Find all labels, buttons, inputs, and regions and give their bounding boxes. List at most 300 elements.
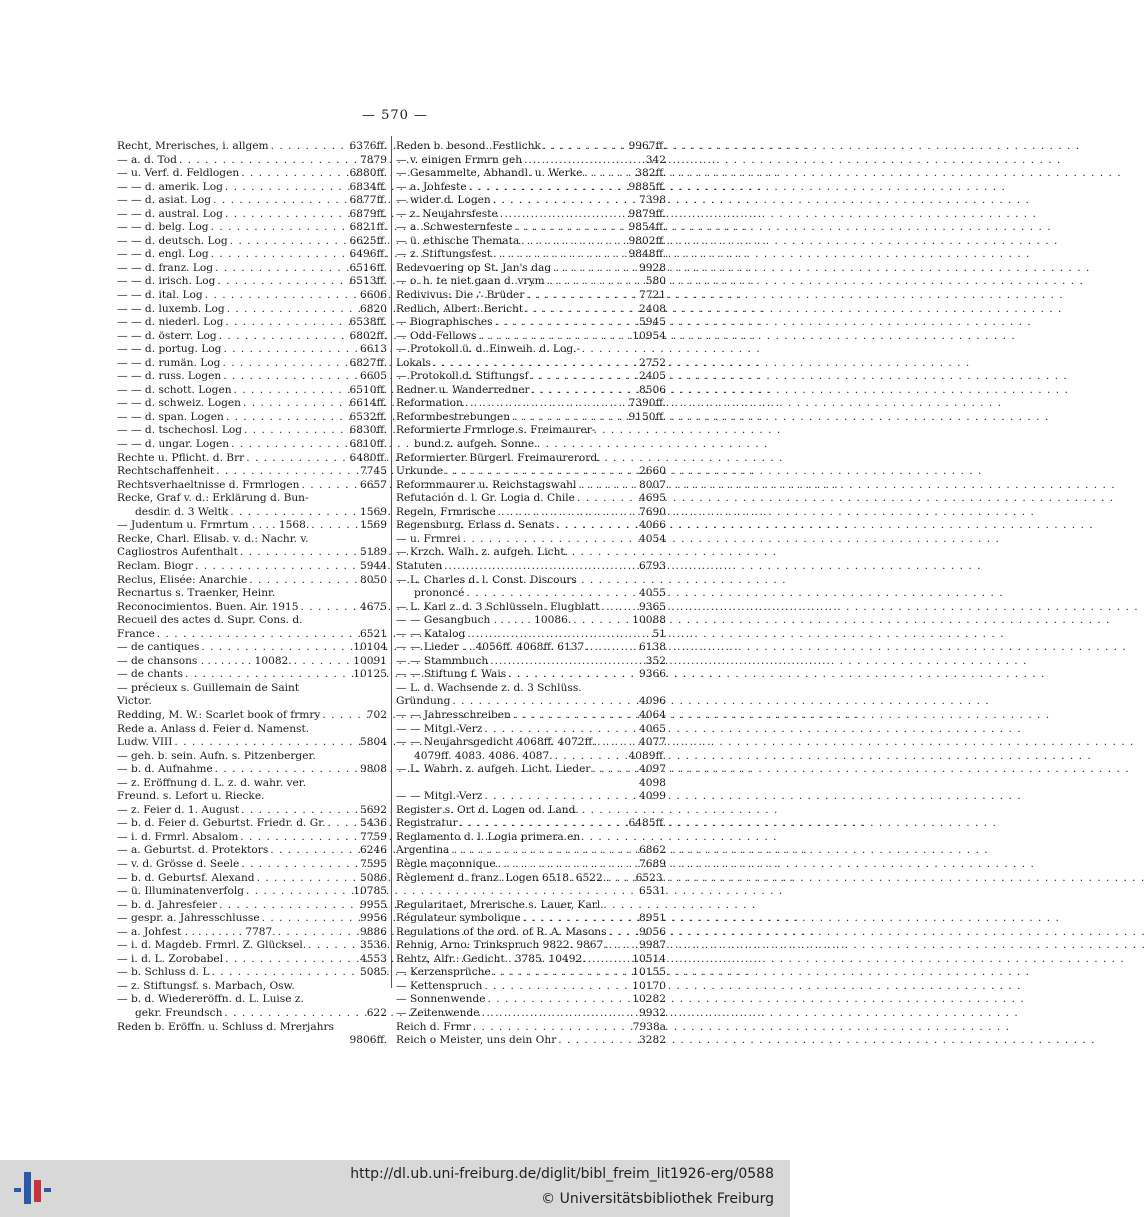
index-entry <box>117 479 387 493</box>
entry-reference: 10954 <box>632 329 666 342</box>
index-entry <box>117 560 387 574</box>
entry-term: Reglamento d. l. Logia primera en <box>396 830 581 843</box>
index-entry <box>396 790 666 804</box>
entry-term: — b. d. Geburtsf. Alexand <box>117 871 255 884</box>
entry-term: — Judentum u. Frmrtum . . . . 1568. <box>117 519 310 532</box>
entry-reference: 6830ff. <box>349 424 387 437</box>
entry-reference: 10125 <box>353 668 387 681</box>
index-entry <box>396 397 666 411</box>
entry-term: — a. Johfeste <box>396 180 467 193</box>
entry-leader-dots <box>555 750 627 764</box>
entry-reference: 6510ff. <box>349 383 387 396</box>
entry-term: — — Stiftung f. Wais <box>396 668 507 681</box>
index-entry <box>396 343 666 357</box>
entry-term: Recke, Charl. Elisab. v. d.: Nachr. v. <box>117 532 309 545</box>
entry-term: — Kerzensprüche <box>396 966 491 979</box>
entry-reference: 10091 <box>353 654 387 667</box>
entry-term: Reformierte Frmrloge s. Freimaurer- <box>396 424 596 437</box>
index-entry <box>117 844 387 858</box>
entry-leader-dots <box>241 804 358 818</box>
entry-reference: 9886 <box>360 925 387 938</box>
entry-leader-dots <box>301 479 358 493</box>
entry-leader-dots <box>493 194 637 208</box>
entry-term: — ü. ethische Themata <box>396 234 520 247</box>
entry-term: — — Mitgl.-Verz <box>396 722 483 735</box>
entry-term: desdir. d. 3 Weltk <box>135 505 229 518</box>
entry-leader-dots <box>223 370 358 384</box>
entry-leader-dots <box>609 926 637 940</box>
index-entry <box>396 574 666 588</box>
entry-leader-dots <box>224 1007 364 1021</box>
entry-reference: 6821ff. <box>349 221 387 234</box>
entry-reference: 5692 <box>360 803 387 816</box>
index-entry <box>117 926 387 940</box>
entry-leader-dots <box>270 844 358 858</box>
entry-reference: 10785 <box>353 885 387 898</box>
entry-leader-dots <box>588 953 631 967</box>
entry-term: — — d. luxemb. Log <box>117 302 225 315</box>
entry-leader-dots <box>553 262 637 276</box>
index-entry <box>117 506 387 520</box>
entry-reference: 7938a <box>632 1020 666 1033</box>
entry-reference: 9955 <box>360 898 387 911</box>
index-entry <box>117 546 387 560</box>
entry-leader-dots <box>240 546 358 560</box>
entry-leader-dots <box>469 181 627 195</box>
entry-reference: 6827ff. <box>349 356 387 369</box>
index-entry <box>117 519 387 533</box>
entry-term: Urkunde <box>396 465 444 478</box>
entry-reference: 9808 <box>360 763 387 776</box>
entry-reference: 5436 <box>360 817 387 830</box>
entry-term: — — d. austral. Log <box>117 207 223 220</box>
entry-reference: 9366 <box>639 668 666 681</box>
index-entry <box>396 479 666 493</box>
entry-leader-dots <box>508 668 637 682</box>
entry-term: — Zeitenwende <box>396 1007 480 1019</box>
index-entry <box>117 574 387 588</box>
entry-reference: 6820 <box>360 302 387 315</box>
entry-leader-dots <box>577 492 637 506</box>
footer-url-link[interactable]: http://dl.ub.uni-freiburg.de/diglit/bibl_freim_lit1926-erg/0588 <box>350 1166 774 1182</box>
entry-term: — — Jahresschreiben <box>396 708 511 721</box>
entry-leader-dots <box>226 411 348 425</box>
index-entry <box>117 289 387 303</box>
entry-leader-dots <box>500 208 627 222</box>
entry-leader-dots <box>230 235 348 249</box>
entry-term: — i. d. Magdeb. Frmrl. Z. Glücksel. <box>117 939 307 952</box>
entry-term: — z. Neujahrsfeste <box>396 207 498 220</box>
entry-reference: 7398 <box>639 194 666 207</box>
entry-term: Recht, Mrerisches, i. allgem <box>117 140 269 152</box>
entry-term: Ludw. VIII <box>117 736 173 749</box>
entry-reference: 9806ff. <box>349 1034 387 1047</box>
entry-leader-dots <box>547 275 644 289</box>
entry-reference: 9802ff. <box>628 234 666 247</box>
entry-term: Recnartus s. Traenker, Heinr. <box>117 587 276 600</box>
index-entry <box>117 682 387 696</box>
index-entry <box>396 993 666 1007</box>
index-entry <box>396 194 666 208</box>
entry-term: France <box>117 627 155 640</box>
entry-reference: 6834ff. <box>349 180 387 193</box>
entry-term: — — d. portug. Log <box>117 343 222 356</box>
entry-leader-dots <box>573 614 630 628</box>
entry-leader-dots <box>157 628 358 642</box>
entry-term: — Kettenspruch <box>396 979 483 992</box>
column-divider <box>391 136 392 988</box>
entry-reference: 6880ff. <box>349 167 387 180</box>
index-entry <box>396 1007 666 1021</box>
index-entry <box>117 872 387 886</box>
entry-leader-dots <box>231 438 347 452</box>
entry-leader-dots <box>473 1021 631 1035</box>
entry-leader-dots <box>578 479 637 493</box>
entry-leader-dots <box>445 465 637 479</box>
index-entry <box>396 140 666 154</box>
entry-reference: 3282 <box>639 1034 666 1047</box>
entry-term: Régulateur symbolique <box>396 912 521 925</box>
entry-leader-dots <box>513 709 637 723</box>
entry-reference: 4064 <box>639 708 666 721</box>
entry-term: — L. d. Wachsende z. d. 3 Schlüss. <box>396 681 582 694</box>
entry-term: — de cantiques <box>117 641 200 654</box>
index-entry <box>117 885 387 899</box>
entry-reference: 7690 <box>639 505 666 518</box>
entry-term: — — d. russ. Logen <box>117 370 222 383</box>
entry-reference: 9879ff. <box>628 207 666 220</box>
index-entry <box>396 424 666 438</box>
entry-leader-dots <box>444 560 637 574</box>
entry-term: — — d. rumän. Log <box>117 356 221 369</box>
entry-term: — — Neujahrsgedicht 4068ff. 4072ff. <box>396 736 596 749</box>
entry-reference: 2405 <box>639 370 666 383</box>
entry-term: Rechtsverhaeltnisse d. Frmrlogen <box>117 478 300 491</box>
entry-reference: 4066 <box>639 519 666 532</box>
index-entry <box>396 885 666 899</box>
entry-term: — v. einigen Frmrn geh <box>396 153 523 166</box>
entry-leader-dots <box>195 560 358 574</box>
entry-reference: 352 <box>645 654 666 667</box>
entry-term: — b. d. Feier d. Geburtst. Friedr. d. Gr. <box>117 817 326 830</box>
entry-reference: 622 <box>366 1007 387 1019</box>
index-entry <box>117 275 387 289</box>
entry-leader-dots <box>495 316 637 330</box>
entry-reference: 4089ff. <box>628 749 666 762</box>
index-entry <box>396 804 666 818</box>
entry-term: — L. Charles d. l. Const. Discours <box>396 573 577 586</box>
entry-leader-dots <box>512 411 626 425</box>
index-entry <box>117 452 387 466</box>
entry-reference: 4055 <box>639 587 666 600</box>
entry-term: Redevoering op St. Jan's dag <box>396 261 552 274</box>
index-entry <box>396 506 666 520</box>
entry-term: — Odd-Fellows <box>396 329 477 342</box>
entry-term: — Protokoll ü. d. Einweih. d. Log.- <box>396 343 581 356</box>
entry-term: — — Lieder . . 4056ff. 4068ff. 6137. <box>396 641 588 654</box>
entry-term: Reden b. besond. Festlichk <box>396 140 541 152</box>
entry-term: — Gesammelte, Abhandl. u. Werke <box>396 167 583 180</box>
entry-reference: 8506 <box>639 383 666 396</box>
index-entry <box>117 330 387 344</box>
entry-reference: 10514 <box>632 952 666 965</box>
entry-leader-dots <box>466 587 637 601</box>
entry-leader-dots <box>278 926 358 940</box>
entry-leader-dots <box>531 370 638 384</box>
index-entry <box>117 492 387 506</box>
entry-term: Lokals <box>396 356 431 369</box>
entry-term: — — d. österr. Log <box>117 329 217 342</box>
entry-leader-dots <box>300 601 358 615</box>
entry-reference: 2752 <box>639 356 666 369</box>
index-entry <box>396 817 666 831</box>
entry-leader-dots <box>174 736 358 750</box>
entry-term: Redlich, Albert: Bericht <box>396 302 524 315</box>
entry-reference: 6614ff. <box>349 397 387 410</box>
index-entry <box>396 289 666 303</box>
entry-leader-dots <box>225 316 347 330</box>
footer-copyright: © Universitätsbibliothek Freiburg <box>541 1191 774 1207</box>
index-entry <box>117 1021 387 1035</box>
entry-reference: 342 <box>645 153 666 166</box>
entry-term: Recueil des actes d. Supr. Cons. d. <box>117 614 303 627</box>
index-entry <box>117 899 387 913</box>
entry-leader-dots <box>609 939 637 953</box>
entry-term: Reformierter Bürgerl. Freimaurerord. <box>396 451 601 464</box>
entry-term: Reformbestrebungen <box>396 410 511 423</box>
entry-term: Rehtz, Alfr.: Gedicht . 3785. 10492. <box>396 952 586 965</box>
entry-term: — — d. ungar. Logen <box>117 438 230 451</box>
entry-leader-dots <box>201 641 351 655</box>
index-entry <box>117 777 387 791</box>
index-entry <box>117 750 387 764</box>
index-entry <box>117 953 387 967</box>
entry-term: Redding, M. W.: Scarlet book of frmry <box>117 708 321 721</box>
entry-term: — précieux s. Guillemain de Saint <box>117 681 300 694</box>
entry-term: — — Gesangbuch . . . . . . 10086. <box>396 614 572 627</box>
entry-leader-dots <box>498 858 637 872</box>
entry-term: — u. Verf. d. Feldlogen <box>117 167 240 180</box>
entry-term: Reconocimientos. Buen. Air. 1915 <box>117 600 299 613</box>
entry-reference: 9932 <box>639 1007 666 1019</box>
entry-reference: 9056 <box>639 925 666 938</box>
index-entry <box>396 167 666 181</box>
footer-bar <box>0 1160 790 1217</box>
entry-leader-dots <box>592 763 637 777</box>
entry-leader-dots <box>225 953 358 967</box>
index-entry <box>117 614 387 628</box>
entry-term: — a. Johfest . . . . . . . . . 7787. <box>117 925 276 938</box>
entry-reference: 4096 <box>639 695 666 708</box>
index-entry <box>396 750 666 764</box>
index-entry <box>117 628 387 642</box>
entry-reference: 7879 <box>360 153 387 166</box>
index-entry <box>396 939 666 953</box>
index-entry <box>396 1021 666 1035</box>
entry-leader-dots <box>257 872 358 886</box>
entry-leader-dots <box>294 655 352 669</box>
entry-term: — v. d. Grösse d. Seele <box>117 857 240 870</box>
entry-leader-dots <box>227 303 358 317</box>
entry-term: — Krzch. Walh. z. aufgeh. Licht. <box>396 546 569 559</box>
entry-leader-dots <box>211 248 348 262</box>
entry-term: Reformmaurer u. Reichstagswahl <box>396 478 577 491</box>
entry-reference: 9848ff. <box>628 248 666 261</box>
entry-reference: 6877ff. <box>349 194 387 207</box>
entry-leader-dots <box>215 763 358 777</box>
index-entry <box>396 926 666 940</box>
index-entry <box>396 492 666 506</box>
entry-reference: 3536 <box>360 939 387 952</box>
entry-term: Reclam. Biogr <box>117 559 194 572</box>
entry-term: — — d. irisch. Log <box>117 275 216 288</box>
entry-term: — z. Feier d. 1. August <box>117 803 240 816</box>
entry-term: gekr. Freundsch <box>135 1007 223 1019</box>
entry-term: — — d. franz. Log <box>117 261 214 274</box>
index-entry <box>117 1007 387 1021</box>
entry-term: — — d. engl. Log <box>117 248 209 261</box>
entry-term: — L. Wahrh. z. aufgeh. Licht. Lieder <box>396 763 591 776</box>
entry-leader-dots <box>179 154 358 168</box>
index-entry <box>396 519 666 533</box>
entry-leader-dots <box>240 831 358 845</box>
index-entry <box>117 167 387 181</box>
entry-leader-dots <box>521 235 626 249</box>
entry-term: — a. Geburtst. d. Protektors <box>117 844 269 857</box>
entry-reference: 4098 <box>639 776 666 789</box>
entry-term: Recke, Graf v. d.: Erklärung d. Bun- <box>117 492 309 505</box>
entry-leader-dots <box>241 858 358 872</box>
entry-reference: 4065 <box>639 722 666 735</box>
index-entry <box>396 668 666 682</box>
entry-reference: 9885ff. <box>628 180 666 193</box>
index-entry <box>396 723 666 737</box>
entry-term: — z. Stiftungsfest <box>396 248 492 261</box>
entry-term: — — d. schweiz. Logen <box>117 397 241 410</box>
entry-leader-dots <box>212 966 359 980</box>
index-entry <box>396 384 666 398</box>
index-entry <box>396 370 666 384</box>
entry-reference: 6523. <box>635 871 666 884</box>
entry-leader-dots <box>262 912 358 926</box>
entry-term: — — Stammbuch <box>396 654 489 667</box>
index-entry <box>396 858 666 872</box>
entry-leader-dots <box>244 424 347 438</box>
entry-leader-dots <box>584 167 633 181</box>
entry-term: 4079ff. 4083. 4086. 4087. <box>414 749 553 762</box>
index-entry <box>117 709 387 723</box>
index-entry <box>117 668 387 682</box>
entry-leader-dots <box>243 397 348 411</box>
entry-term: prononcé <box>414 587 465 600</box>
entry-leader-dots <box>219 899 358 913</box>
entry-reference: 8951 <box>639 912 666 925</box>
library-logo-icon <box>12 1168 52 1208</box>
entry-leader-dots <box>467 628 650 642</box>
entry-term: Reclus, Elisée: Anarchie <box>117 573 248 586</box>
index-entry <box>396 777 666 791</box>
entry-term: Regensburg. Erlass d. Senats <box>396 519 555 532</box>
index-entry <box>117 695 387 709</box>
entry-reference: 6516ff. <box>349 261 387 274</box>
entry-leader-dots <box>452 695 637 709</box>
index-entry <box>396 709 666 723</box>
index-entry <box>396 330 666 344</box>
entry-term: Register s. Ort d. Logen od. Land. <box>396 803 579 816</box>
index-entry <box>396 275 666 289</box>
index-entry <box>117 221 387 235</box>
entry-term: — wider d. Logen <box>396 194 491 207</box>
entry-leader-dots <box>230 506 358 520</box>
index-entry <box>396 831 666 845</box>
entry-leader-dots <box>246 452 347 466</box>
entry-reference: 6879ff. <box>349 207 387 220</box>
entry-leader-dots <box>601 601 637 615</box>
entry-term: Cagliostros Aufenthalt <box>117 546 238 559</box>
entry-leader-dots <box>271 140 348 154</box>
entry-term: Reich o Meister, uns dein Ohr <box>396 1034 557 1047</box>
index-entry <box>396 966 666 980</box>
entry-reference: 8050 <box>360 573 387 586</box>
entry-reference: 10155 <box>632 966 666 979</box>
index-entry <box>117 533 387 547</box>
index-entry <box>396 438 666 452</box>
entry-term: — b. Schluss d. L <box>117 966 210 979</box>
index-entry <box>396 628 666 642</box>
index-entry <box>396 357 666 371</box>
entry-term: Rede a. Anlass d. Feier d. Namenst. <box>117 722 310 735</box>
entry-leader-dots <box>223 343 358 357</box>
index-entry <box>396 899 666 913</box>
entry-reference: 10104 <box>353 641 387 654</box>
index-entry <box>396 655 666 669</box>
entry-term: — — d. belg. Log <box>117 221 209 234</box>
entry-reference: 9365 <box>639 600 666 613</box>
entry-term: — L. Karl z. d. 3 Schlüsseln. Flugblatt <box>396 600 600 613</box>
index-entry <box>117 316 387 330</box>
entry-term: — Sonnenwende <box>396 993 486 1006</box>
entry-leader-dots <box>225 208 348 222</box>
entry-leader-dots <box>556 519 637 533</box>
entry-leader-dots <box>479 330 631 344</box>
index-column-right <box>396 140 666 1048</box>
entry-reference: 6496ff. <box>349 248 387 261</box>
entry-leader-dots <box>525 303 637 317</box>
entry-leader-dots <box>484 723 637 737</box>
entry-reference: 51 <box>652 627 666 640</box>
entry-term: — — d. schott. Logen <box>117 383 232 396</box>
entry-reference: 6513ff. <box>349 275 387 288</box>
entry-term: Regulations of the ord. of R. A. Masons <box>396 925 607 938</box>
entry-leader-dots <box>543 140 627 154</box>
entry-term: — — d. niederl. Log <box>117 316 224 329</box>
entry-term: Rechte u. Pflicht. d. Brr <box>117 451 245 464</box>
entry-reference: 7721 <box>639 289 666 302</box>
index-entry <box>117 601 387 615</box>
entry-leader-dots <box>460 817 627 831</box>
index-entry <box>117 763 387 777</box>
index-entry <box>396 221 666 235</box>
entry-reference: 5944 <box>360 559 387 572</box>
entry-reference: 8007 <box>639 478 666 491</box>
entry-leader-dots <box>523 912 637 926</box>
entry-leader-dots <box>482 1007 637 1021</box>
index-entry <box>396 208 666 222</box>
index-entry <box>396 587 666 601</box>
index-entry <box>117 993 387 1007</box>
entry-reference: 7759 <box>360 830 387 843</box>
entry-reference: 6606 <box>360 289 387 302</box>
